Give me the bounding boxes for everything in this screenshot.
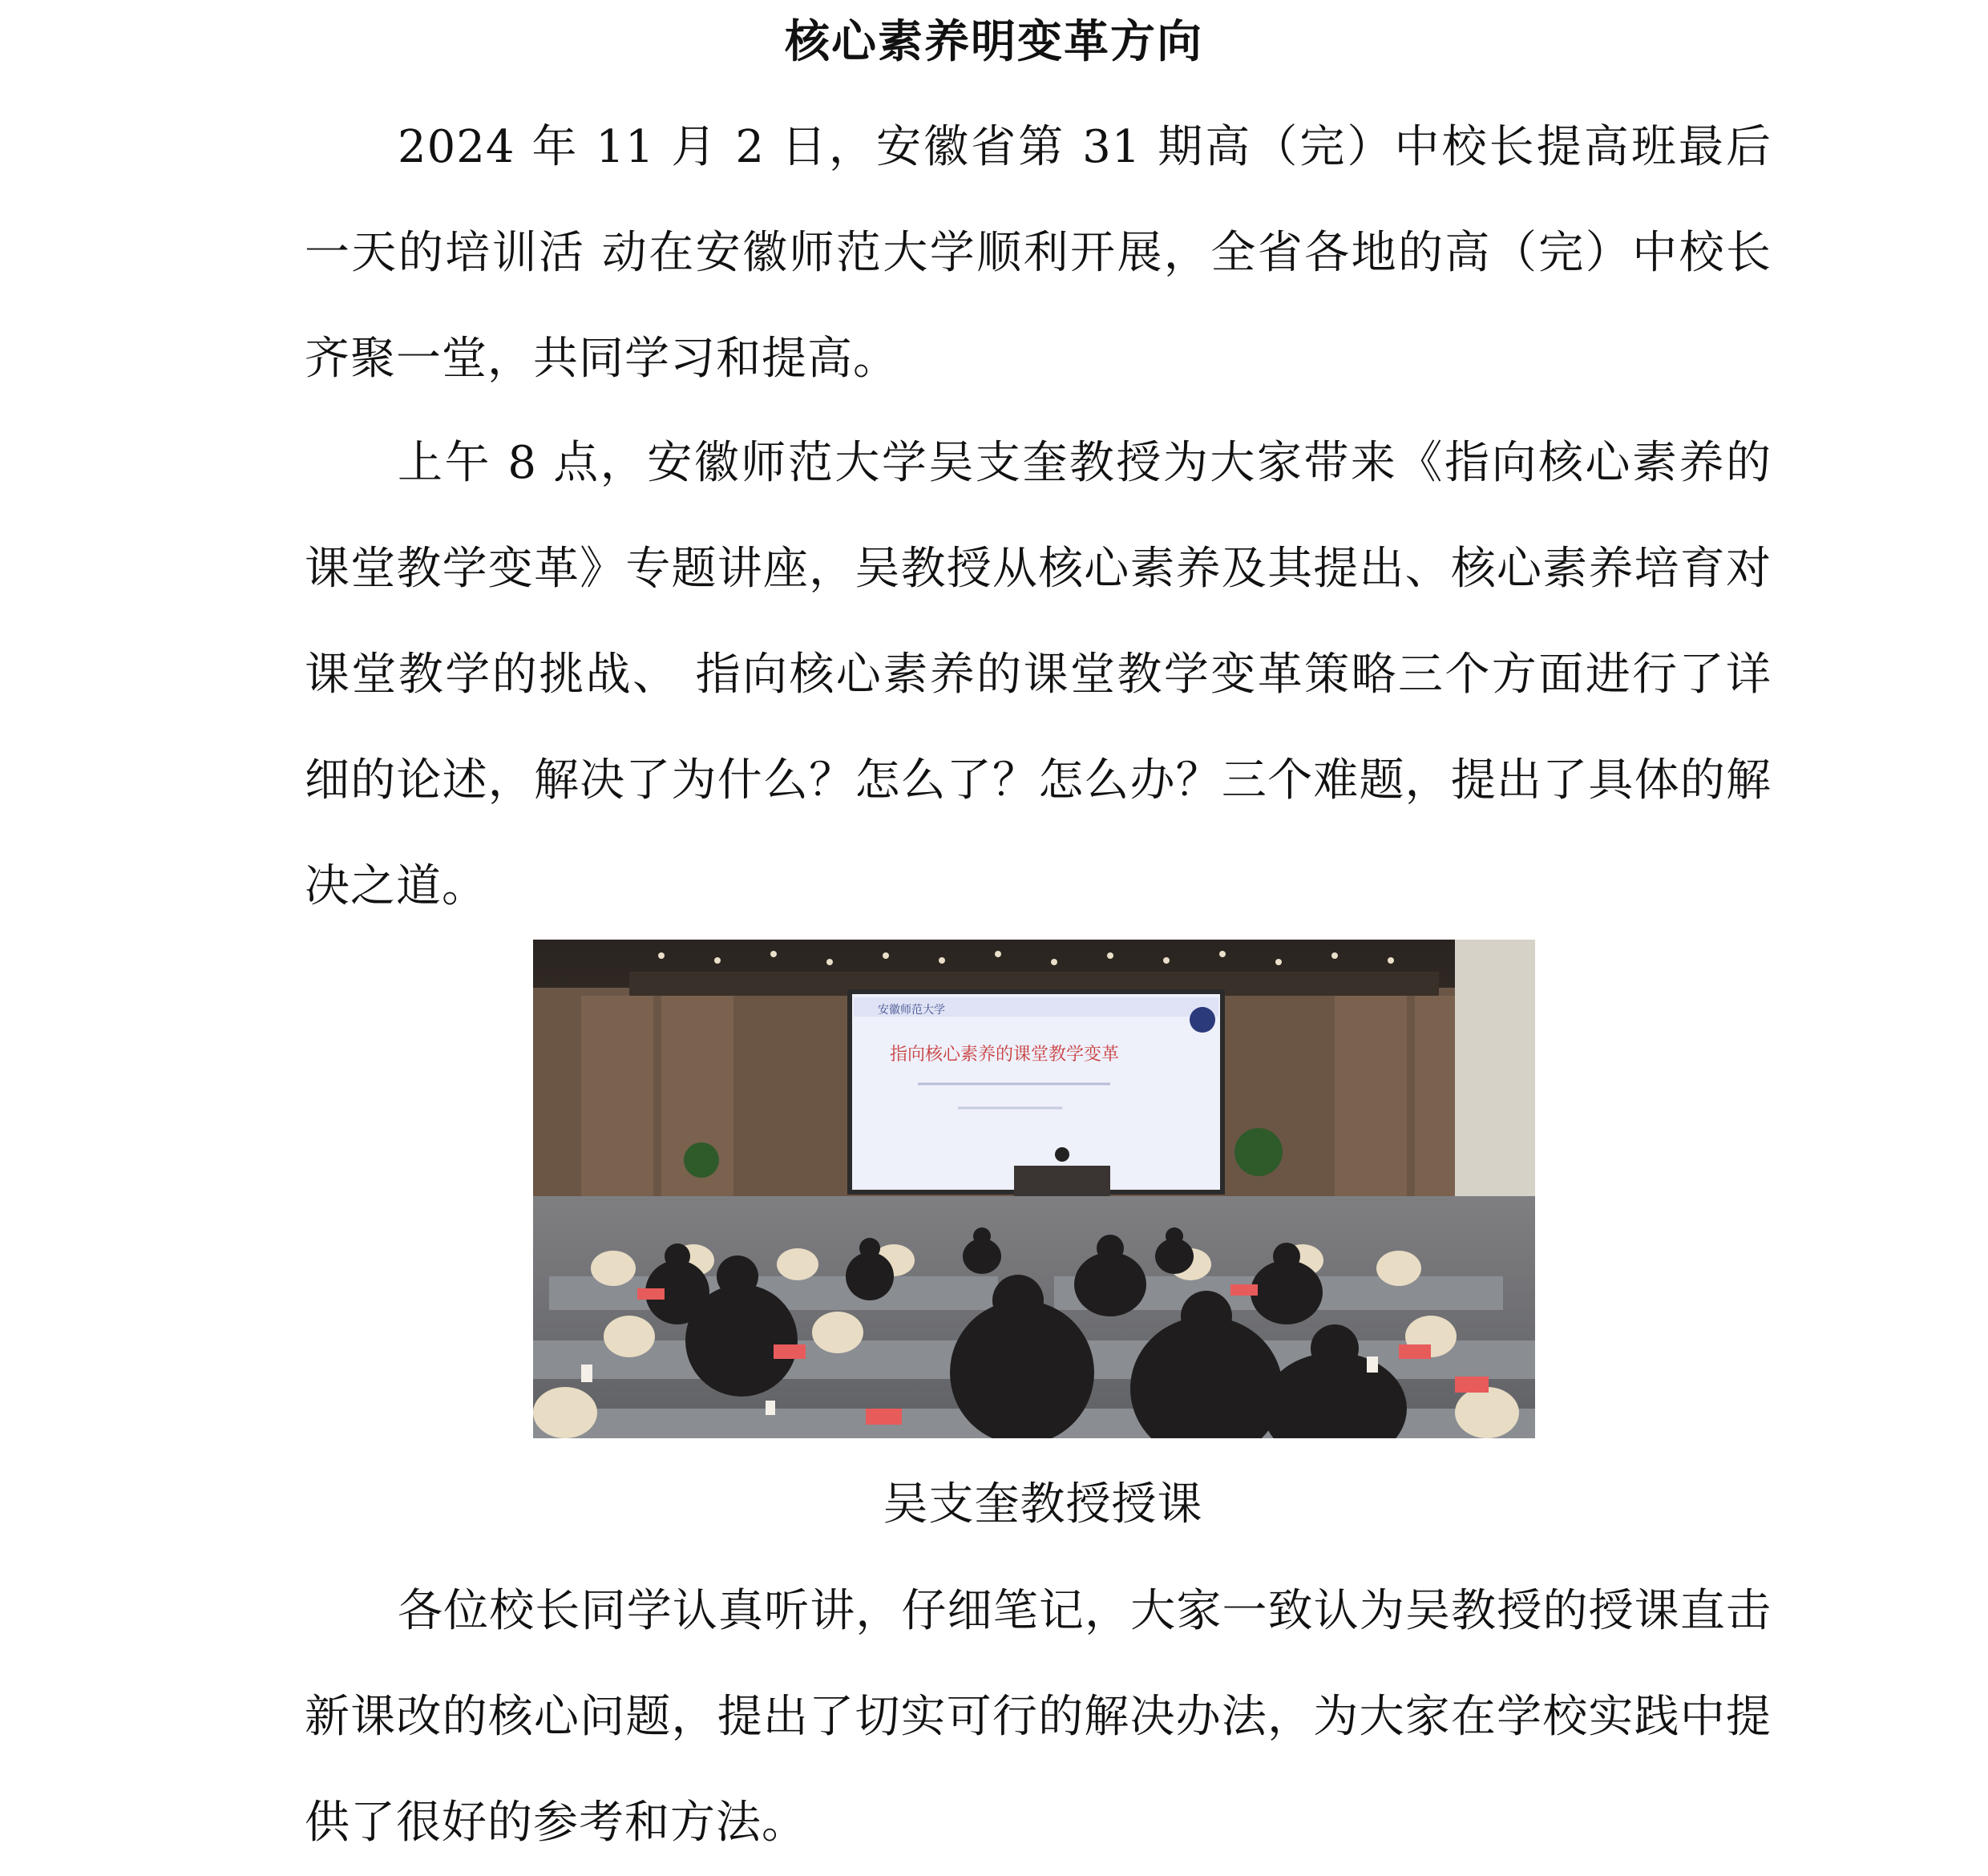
- paragraph-1: 2024 年 11 月 2 日，安徽省第 31 期高（完）中校长提高班最后一天的培训活 动在安徽师范大学顺利开展，全省各地的高（完）中校长齐聚一堂，共同学习和提高。: [305, 121, 1772, 385]
- slide-title-text: 指向核心素养的课堂教学变革: [890, 1045, 1120, 1065]
- article-title: 核心素养明变革方向: [785, 15, 1203, 68]
- paragraph-2: 上午 8 点，安徽师范大学吴支奎教授为大家带来《指向核心素养的课堂教学变革》专题讲座，吴教授从核心素养及其提出、核心素养培育对课堂教学的挑战、 指向核心素养的课堂教学变革策略三个方面进行了详细的论述，解决了为什么？怎么了？怎么办？三个难题，提出了具体的解决之道。: [305, 437, 1772, 912]
- lecture-photo-illustration: [533, 940, 1535, 1438]
- projection-screen: [850, 992, 1222, 1192]
- lecture-photo: [533, 940, 1535, 1438]
- svg-text:安徽师范大学: 安徽师范大学: [878, 1004, 945, 1017]
- paragraph-3: 各位校长同学认真听讲，仔细笔记，大家一致认为吴教授的授课直击新课改的核心问题，提出了切实可行的解决办法，为大家在学校实践中提供了很好的参考和方法。: [305, 1585, 1772, 1849]
- photo-caption: 吴支奎教授授课: [883, 1478, 1203, 1530]
